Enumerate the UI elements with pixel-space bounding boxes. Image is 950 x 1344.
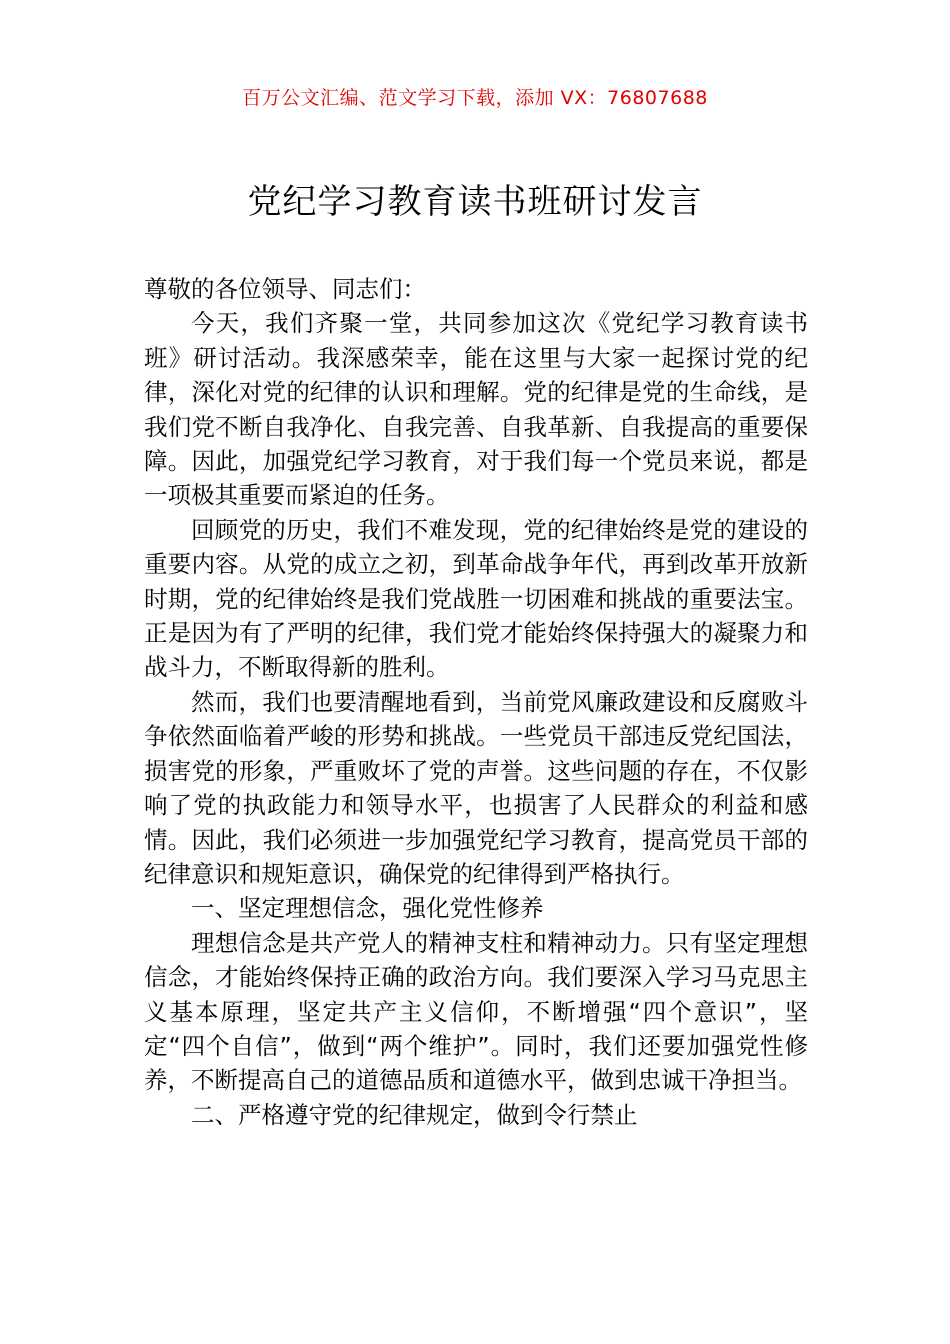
paragraph-challenges: 然而，我们也要清醒地看到，当前党风廉政建设和反腐败斗争依然面临着严峻的形势和挑战。一些党员干部违反党纪国法，损害党的形象，严重败坏了党的声誉。这些问题的存在，不仅影响了党的执政能力和领导水平，也损害了人民群众的利益和感情。因此，我们必须进一步加强党纪学习教育，提高党员干部的纪律意识和规矩意识，确保党的纪律得到严格执行。 [144, 687, 808, 888]
paragraph-section-1: 理想信念是共产党人的精神支柱和精神动力。只有坚定理想信念，才能始终保持正确的政治方向。我们要深入学习马克思主义基本原理，坚定共产主义信仰，不断增强“四个意识”，坚定“四个自信”，做到“两个维护”。同时，我们还要加强党性修养，不断提高自己的道德品质和道德水平，做到忠诚干净担当。 [144, 928, 808, 1095]
section-heading-1: 一、坚定理想信念，强化党性修养 [191, 894, 544, 923]
salutation: 尊敬的各位领导、同志们： [144, 275, 426, 303]
document-title: 党纪学习教育读书班研讨发言 [247, 182, 703, 222]
section-heading-2: 二、严格遵守党的纪律规定，做到令行禁止 [191, 1100, 638, 1129]
paragraph-history: 回顾党的历史，我们不难发现，党的纪律始终是党的建设的重要内容。从党的成立之初，到革命战争年代，再到改革开放新时期，党的纪律始终是我们党战胜一切困难和挑战的重要法宝。正是因为有了严明的纪律，我们党才能始终保持强大的凝聚力和战斗力，不断取得新的胜利。 [144, 515, 808, 682]
document-body [144, 272, 808, 1132]
header-banner: 百万公文汇编、范文学习下载，添加 VX：76807688 [242, 87, 708, 109]
paragraph-intro: 今天，我们齐聚一堂，共同参加这次《党纪学习教育读书班》研讨活动。我深感荣幸，能在这里与大家一起探讨党的纪律，深化对党的纪律的认识和理解。党的纪律是党的生命线，是我们党不断自我净化、自我完善、自我革新、自我提高的重要保障。因此，加强党纪学习教育，对于我们每一个党员来说，都是一项极其重要而紧迫的任务。 [144, 309, 808, 510]
